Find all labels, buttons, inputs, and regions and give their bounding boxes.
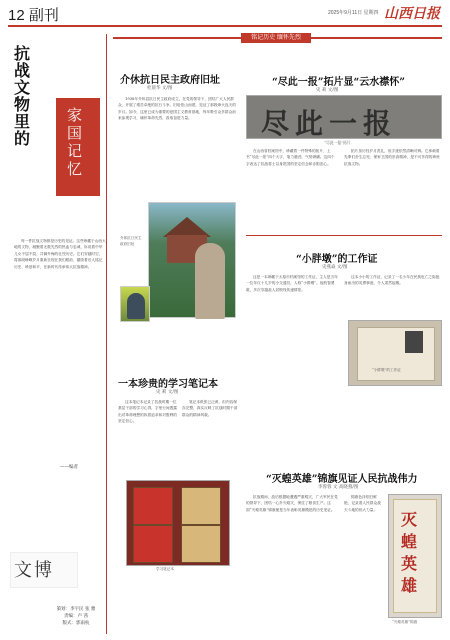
article-1-photo-2 bbox=[120, 286, 150, 322]
article-2-author: 史 莉 文/图 bbox=[316, 88, 339, 93]
notebook-shape bbox=[133, 525, 173, 563]
feature-title: 抗战文物里的 bbox=[14, 44, 31, 148]
intro-signature: ——编者 bbox=[60, 465, 78, 470]
article-2-body-2: 拓片虽历经岁月洗礼，但字迹依然清晰可辨。它承载着先辈们舍生忘死、保家卫国的崇高精神，是不可多得的珍贵抗战文物。 bbox=[344, 149, 440, 166]
editor-info: 策划：李宇民 张 雅 责编：卢 茜 版式：郭雨杭 bbox=[56, 607, 96, 626]
article-4-caption: 学习笔记本 bbox=[156, 567, 174, 571]
article-1-author: 杜晨华 文/图 bbox=[147, 86, 173, 91]
article-2-body-1: 在山西省档案馆中，珍藏着一件特殊的拓片，上书“尽此一报”四个大字，笔力遒劲，气势磅礴。这四个字表达了抗战将士以身报国的坚定信念和赤胆忠心。 bbox=[246, 149, 335, 166]
page-header bbox=[0, 0, 450, 26]
article-separator bbox=[246, 235, 442, 236]
feature-intro: 每一件抗战文物都是历史的见证。这些珍藏于山西大地的文物，凝聚着无数先烈的热血与忠诚，诉说着中华儿女不屈不挠、共御外侮的壮烈历史。它们穿越时空，将那段峥嵘岁月重新呈现在我们眼前，激励着后人铭记历史、珍爱和平，在新时代传承伟大抗战精神。 bbox=[14, 239, 106, 269]
article-3-id-card-photo bbox=[348, 320, 442, 386]
article-1-body: 1938年介休县抗日民主政府成立，在党的领导下，团结广大人民群众，开展了艰苦卓绝的抗日斗争。旧址依山而建，见证了那段烽火连天的岁月。如今，这里已成为重要的爱国主义教育基地，每年吸引众多群众前来参观学习，缅怀革命先烈，汲取奋进力量。 bbox=[118, 97, 236, 121]
article-5-caption: “灭蝗英雄”锦旗 bbox=[392, 620, 418, 624]
article-3-body-2: 这本小小的工作证，记录了一名少年在民族危亡之际挺身而出的英勇事迹，令人肃然起敬。 bbox=[344, 275, 440, 286]
page-number: 12 副刊 bbox=[8, 7, 59, 24]
article-3-title: “小胖墩”的工作证 bbox=[296, 254, 378, 265]
article-5-title: “灭蝗英雄”锦旗见证人民抗战伟力 bbox=[266, 474, 418, 485]
article-2-rubbing-photo bbox=[246, 95, 442, 139]
section-name: 副刊 bbox=[28, 7, 59, 24]
article-1-caption-1: 介休抗日民主政府旧址 bbox=[120, 236, 142, 246]
notebook-shape bbox=[181, 487, 221, 525]
rubbing-text: 尽此一报 bbox=[261, 107, 398, 140]
article-5-banner-photo bbox=[388, 494, 442, 618]
id-card-portrait bbox=[405, 331, 423, 353]
article-3-body-1: 这是一本珍藏于太原市档案馆的工作证，主人是当年一位年仅十几岁的小交通员，人称“小胖墩”。他机智勇敢，多次穿越敌人封锁线传递情报。 bbox=[246, 275, 338, 292]
article-4-title: 一本珍贵的学习笔记本 bbox=[118, 379, 218, 390]
article-1-title: 介休抗日民主政府旧址 bbox=[120, 75, 220, 86]
feature-logo: 文博 bbox=[14, 560, 54, 581]
article-3-author: 史燕焱 文/图 bbox=[322, 265, 348, 270]
article-2-caption: “尽此一报”拓片 bbox=[324, 140, 351, 145]
article-5-body-2: 锦旗色泽依旧鲜艳，记录着人民群众战天斗地的伟大力量。 bbox=[344, 495, 381, 512]
photo-stele-shape bbox=[195, 243, 225, 319]
column-banner bbox=[113, 33, 442, 43]
feature-subtitle-box bbox=[56, 98, 100, 196]
column-divider bbox=[106, 34, 107, 634]
notebook-shape bbox=[133, 487, 173, 525]
article-3-caption: “小胖墩”的工作证 bbox=[372, 368, 401, 372]
notebook-shape bbox=[181, 525, 221, 563]
banner-text: 灭蝗英雄 bbox=[401, 510, 418, 595]
article-4-body-2: 笔记本纸张已泛黄，但内容保存完整，真实反映了抗战时期干部群众的精神风貌。 bbox=[182, 400, 238, 417]
feature-subtitle: 家国记忆 bbox=[67, 106, 83, 178]
article-5-body-1: 抗战期间，敌后根据地遭遇严重蝗灾，广大军民在党的领导下，团结一心扑灭蝗灾，保住了粮食生产。这面“灭蝗英雄”锦旗便是当年表彰英雄模范的历史见证。 bbox=[246, 495, 338, 512]
article-1-photo bbox=[148, 202, 236, 318]
column-tag: 铭记历史 缅怀先烈 bbox=[241, 33, 311, 43]
header-rule bbox=[8, 25, 442, 27]
issue-date: 2025年9月11日 星期四 bbox=[328, 10, 379, 16]
photo-person-shape bbox=[127, 293, 145, 319]
photo-roof-shape bbox=[163, 217, 211, 237]
article-5-author: 李蓉蓉 文 高晓燕/图 bbox=[318, 485, 359, 490]
article-4-body-1: 这本笔记本记录了抗战时期一位基层干部的学习心得，字里行间透露出对革命理想的执着追求和对胜利的坚定信心。 bbox=[118, 400, 177, 424]
newspaper-logo: 山西日报 bbox=[384, 6, 440, 22]
article-4-author: 史 莉 文/图 bbox=[156, 390, 179, 395]
article-4-notebook-photo bbox=[126, 480, 230, 566]
article-2-title: “尽此一报”拓片显“云水襟怀” bbox=[272, 77, 406, 88]
